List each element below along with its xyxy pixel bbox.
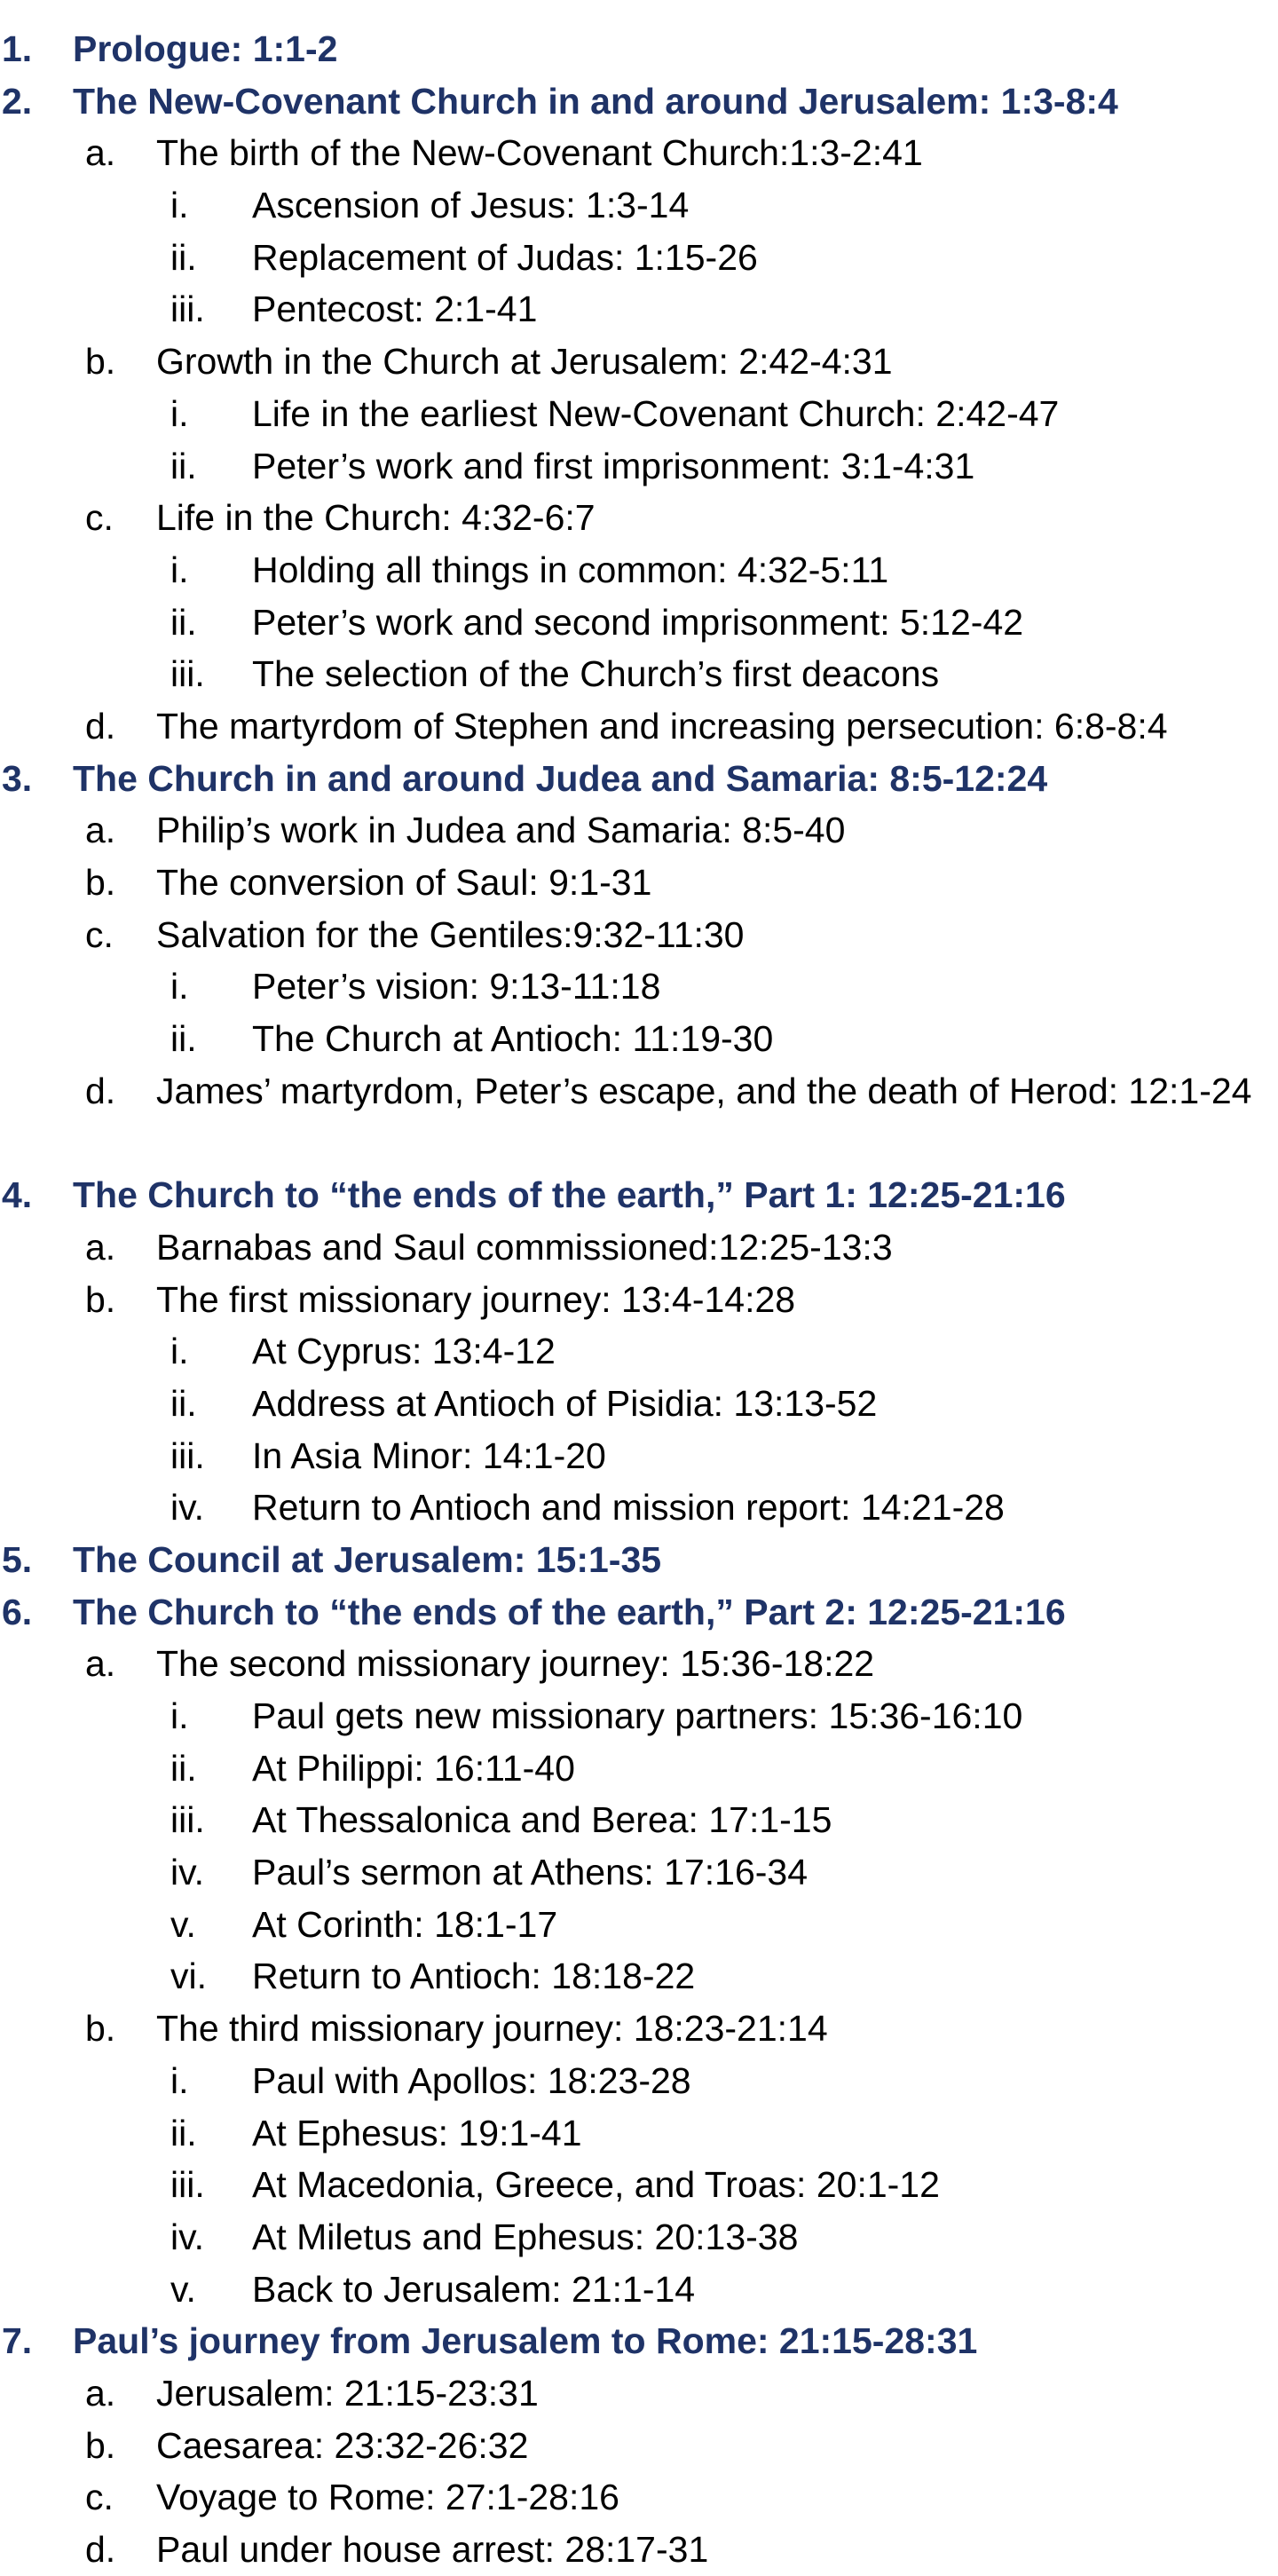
outline-marker: d. [85,1070,116,1111]
outline-marker: i. [170,1331,189,1372]
outline-item-level-1 [0,2315,1278,2367]
outline-marker: b. [85,2424,116,2466]
outline-item-level-3 [0,2264,1278,2316]
outline-text: The Church at Antioch: 11:19-30 [252,1018,774,1060]
outline-item-level-2 [0,127,1278,179]
outline-marker: ii. [170,601,197,643]
outline-item-level-3 [0,1794,1278,1846]
outline-text: At Corinth: 18:1-17 [252,1903,558,1945]
outline-marker: i. [170,966,189,1007]
outline-text: Replacement of Judas: 1:15-26 [252,236,758,278]
outline-text: Return to Antioch: 18:18-22 [252,1956,696,1997]
outline-marker: vi. [170,1956,207,1997]
outline-marker: 6. [2,1591,33,1632]
outline-marker: d. [85,705,116,747]
outline-item-level-3 [0,1013,1278,1065]
outline-marker: iv. [170,1852,204,1893]
outline-item-level-3 [0,388,1278,440]
outline-marker: iii. [170,288,205,330]
outline-marker: c. [85,2477,114,2518]
outline-text: Growth in the Church at Jerusalem: 2:42-4:31 [156,341,893,383]
outline-text: Peter’s work and second imprisonment: 5:12-42 [252,601,1024,643]
outline-item-level-3 [0,1690,1278,1742]
outline-marker: a. [85,810,116,851]
outline-text: At Philippi: 16:11-40 [252,1747,575,1789]
outline-marker: ii. [170,236,197,278]
outline-text: Prologue: 1:1-2 [73,28,338,69]
outline-marker: c. [85,913,114,955]
outline-marker: ii. [170,2112,197,2153]
outline-item-level-3 [0,648,1278,700]
outline-item-level-2 [0,336,1278,388]
outline-marker: ii. [170,1018,197,1060]
outline-item-level-1 [0,1586,1278,1639]
outline-item-level-2 [0,2471,1278,2524]
outline-text: Paul under house arrest: 28:17-31 [156,2529,709,2571]
outline-marker: i. [170,185,189,226]
outline-item-level-3 [0,1899,1278,1951]
outline-marker: iii. [170,1799,205,1841]
outline-text: Peter’s work and first imprisonment: 3:1-4:31 [252,445,975,486]
outline-text: The second missionary journey: 15:36-18:22 [156,1643,875,1685]
outline-marker: iii. [170,1434,205,1476]
outline-text: The conversion of Saul: 9:1-31 [156,862,652,903]
outline-text: The New-Covenant Church in and around Jerusalem: 1:3-8:4 [73,80,1118,122]
outline-item-level-3 [0,232,1278,284]
outline-item-level-2 [0,700,1278,753]
outline-item-level-3 [0,283,1278,336]
outline-marker: ii. [170,1382,197,1424]
outline-item-level-3 [0,1742,1278,1795]
outline-text: The Church to “the ends of the earth,” Part 1: 12:25-21:16 [73,1174,1066,1216]
outline-text: Paul with Apollos: 18:23-28 [252,2059,691,2101]
outline-marker: 7. [2,2320,33,2362]
outline-item-level-3 [0,1846,1278,1899]
outline-marker: a. [85,132,116,174]
outline-text: Paul’s sermon at Athens: 17:16-34 [252,1852,809,1893]
outline-item-level-3 [0,2107,1278,2160]
outline-item-level-2 [0,2367,1278,2420]
outline-marker: a. [85,1643,116,1685]
outline-marker: b. [85,862,116,903]
outline-item-level-3 [0,960,1278,1013]
outline-marker: iv. [170,1487,204,1529]
outline-text: Voyage to Rome: 27:1-28:16 [156,2477,619,2518]
outline-text: The third missionary journey: 18:23-21:14 [156,2008,828,2050]
outline-marker: c. [85,497,114,539]
outline-item-level-2 [0,1274,1278,1326]
outline-text: Back to Jerusalem: 21:1-14 [252,2268,696,2310]
outline-text: James’ martyrdom, Peter’s escape, and the death of Herod: 12:1-24 [156,1070,1252,1111]
outline-text: The Church to “the ends of the earth,” Part 2: 12:25-21:16 [73,1591,1066,1632]
outline-item-level-2 [0,857,1278,909]
outline-marker: i. [170,2059,189,2101]
outline-marker: i. [170,549,189,590]
outline-text: Life in the earliest New-Covenant Church: 2:42-47 [252,392,1060,434]
outline-marker: 2. [2,80,33,122]
outline-text: Return to Antioch and mission report: 14:21-28 [252,1487,1005,1529]
outline-marker: iii. [170,653,205,695]
outline-marker: 4. [2,1174,33,1216]
outline-item-level-3 [0,2159,1278,2211]
outline-text: Barnabas and Saul commissioned:12:25-13:3 [156,1226,893,1268]
outline-marker: 5. [2,1538,33,1580]
outline-text: In Asia Minor: 14:1-20 [252,1434,606,1476]
outline-item-level-3 [0,1378,1278,1430]
outline-text: The martyrdom of Stephen and increasing persecution: 6:8-8:4 [156,705,1168,747]
outline-marker: i. [170,1695,189,1737]
outline-item-level-1 [0,75,1278,128]
outline-marker: b. [85,1278,116,1320]
outline-marker: b. [85,341,116,383]
outline-item-level-3 [0,2211,1278,2264]
outline-item-level-2 [0,804,1278,857]
outline-item-level-1 [0,1534,1278,1586]
outline-text: The Church in and around Judea and Samaria: 8:5-12:24 [73,757,1048,799]
outline-text: The first missionary journey: 13:4-14:28 [156,1278,796,1320]
outline-text: Jerusalem: 21:15-23:31 [156,2372,539,2414]
outline-text: Holding all things in common: 4:32-5:11 [252,549,889,590]
outline-item-level-3 [0,1482,1278,1534]
outline-item-level-3 [0,1950,1278,2003]
outline-text: The selection of the Church’s first deacons [252,653,940,695]
outline-text: Address at Antioch of Pisidia: 13:13-52 [252,1382,878,1424]
outline-marker: v. [170,2268,196,2310]
outline-text: Caesarea: 23:32-26:32 [156,2424,529,2466]
outline-marker: 3. [2,757,33,799]
outline-marker: 1. [2,28,33,69]
outline-text: At Cyprus: 13:4-12 [252,1331,556,1372]
outline-marker: ii. [170,1747,197,1789]
outline-item-level-2 [0,492,1278,544]
outline-text: Salvation for the Gentiles:9:32-11:30 [156,913,745,955]
outline-marker: a. [85,2372,116,2414]
outline-item-level-3 [0,2055,1278,2107]
outline-item-level-3 [0,1430,1278,1482]
outline-text: The birth of the New-Covenant Church:1:3-2:41 [156,132,923,174]
outline-item-level-1 [0,23,1278,75]
outline-text: Ascension of Jesus: 1:3-14 [252,185,690,226]
acts-outline [0,23,1278,2576]
outline-item-level-2 [0,1221,1278,1274]
outline-marker: d. [85,2529,116,2571]
outline-item-level-1 [0,1169,1278,1221]
outline-marker: b. [85,2008,116,2050]
outline-item-level-2 [0,2003,1278,2055]
outline-text: Life in the Church: 4:32-6:7 [156,497,596,539]
outline-item-level-1 [0,753,1278,805]
outline-item-level-3 [0,440,1278,493]
outline-item-level-3 [0,597,1278,649]
outline-marker: i. [170,392,189,434]
outline-text: Peter’s vision: 9:13-11:18 [252,966,661,1007]
outline-text: At Miletus and Ephesus: 20:13-38 [252,2216,799,2257]
outline-item-level-2 [0,1638,1278,1690]
outline-text: Pentecost: 2:1-41 [252,288,538,330]
outline-item-level-2 [0,909,1278,961]
outline-item-level-3 [0,1325,1278,1378]
outline-marker: v. [170,1903,196,1945]
outline-text: At Ephesus: 19:1-41 [252,2112,582,2153]
outline-item-level-2 [0,1065,1278,1169]
outline-text: Philip’s work in Judea and Samaria: 8:5-40 [156,810,846,851]
outline-marker: iv. [170,2216,204,2257]
outline-marker: ii. [170,445,197,486]
outline-text: At Thessalonica and Berea: 17:1-15 [252,1799,832,1841]
outline-item-level-3 [0,179,1278,232]
outline-item-level-2 [0,2420,1278,2472]
outline-item-level-3 [0,544,1278,597]
outline-item-level-2 [0,2524,1278,2576]
outline-text: The Council at Jerusalem: 15:1-35 [73,1538,662,1580]
outline-text: Paul gets new missionary partners: 15:36-16:10 [252,1695,1023,1737]
outline-marker: iii. [170,2164,205,2206]
outline-text: Paul’s journey from Jerusalem to Rome: 21:15-28:31 [73,2320,978,2362]
outline-text: At Macedonia, Greece, and Troas: 20:1-12 [252,2164,940,2206]
outline-marker: a. [85,1226,116,1268]
